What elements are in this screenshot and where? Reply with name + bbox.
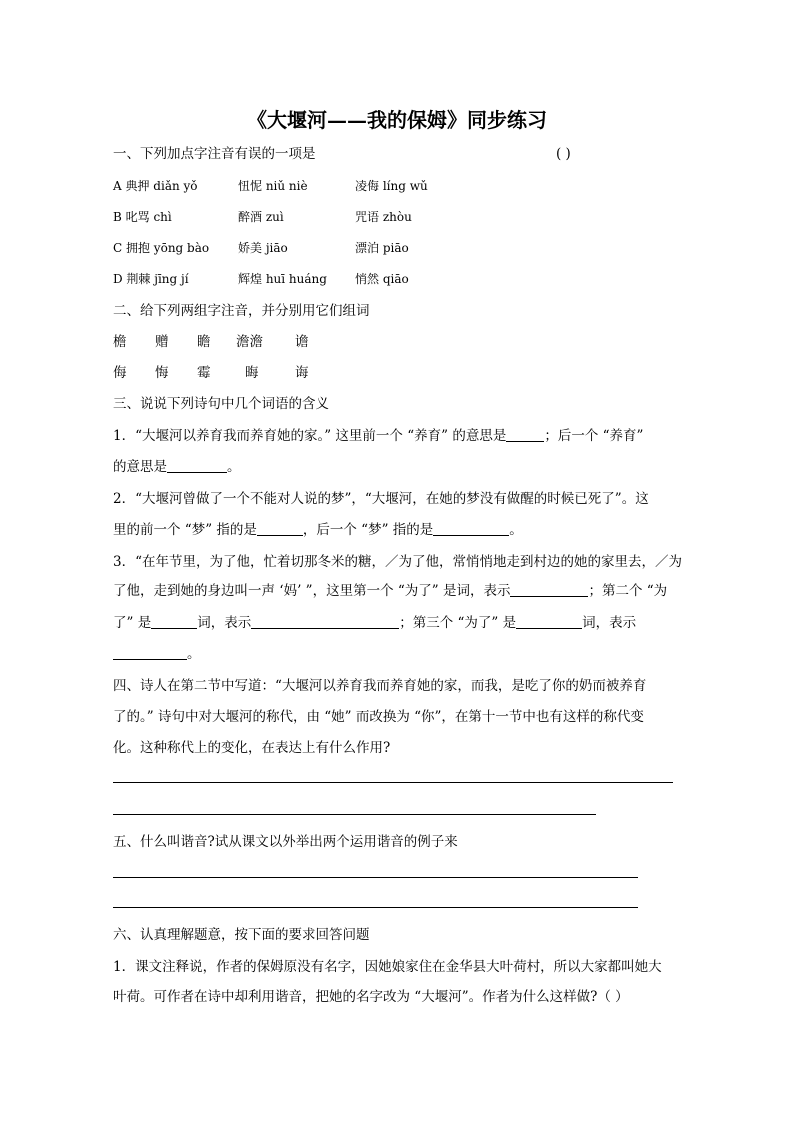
q3-item3-text-g: 词，表示 [582,615,637,631]
page-title: 《大堰河——我的保姆》同步练习 [247,108,547,132]
q3-item3-text-d: 了” 是 [113,615,152,631]
q6-stem: 六、认真理解题意，按下面的要求回答问题 [113,927,370,943]
q3-item1-text-a: 1．“大堰河以养育我而养育她的家。” 这里前一个 “养育” 的意思是 [113,428,507,444]
q3-item3-text-c: ；第二个 “为 [588,583,668,599]
q1-option-a-2: 忸怩 niǔ niè [238,179,308,193]
q3-item3-text-h: 。 [187,646,201,662]
q1-option-c-3: 漂泊 piāo [355,241,409,255]
q1-option-b-3: 咒语 zhòu [355,210,412,224]
q3-item2-blank-2[interactable] [433,521,509,536]
q4-line-2: 了的。” 诗句中对大堰河的称代，由 “她” 而改换为 “你”，在第十一节中也有这样的称代变 [113,709,644,725]
q1-option-b-2: 醉酒 zuì [238,210,284,224]
q3-item1-text-d: 。 [227,459,241,475]
q1-option-d-1: D 荆棘 jīng jí [113,272,189,286]
q3-item3-line1: 3．“在年节里，为了他，忙着切那冬米的糖，／为了他，常悄悄地走到村边的她的家里去，／为 [113,554,682,570]
q3-item3-text-b: 了他，走到她的身边叫一声 ‘妈’ ”，这里第一个 “为了” 是词，表示 [113,583,511,599]
q1-option-a-1: A 典押 diǎn yǒ [113,179,198,193]
q4-answer-line-2[interactable] [113,814,596,815]
q3-item2-line2 [113,521,523,539]
q4-line-3: 化。这种称代上的变化，在表达上有什么作用? [113,740,391,756]
q3-item1-line1 [113,427,643,445]
q2-char-2-3: 霉 [197,365,211,381]
q3-item2-text-c: ，后一个 “梦” 指的是 [302,522,434,538]
q3-item3-blank-4[interactable] [516,614,582,629]
q2-stem: 二、给下列两组字注音，并分别用它们组词 [113,303,370,319]
q3-item3-line3 [113,614,636,632]
q2-char-2-2: 悔 [155,365,169,381]
q1-option-d-3: 悄然 qiāo [355,272,409,286]
q3-stem: 三、说说下列诗句中几个词语的含义 [113,396,329,412]
q3-item3-blank-1[interactable] [510,582,588,597]
q2-char-1-1: 檐 [113,334,127,350]
q5-answer-line-1[interactable] [113,877,638,878]
q3-item2-blank-1[interactable] [257,521,303,536]
q1-option-d-2: 辉煌 huī huáng [238,272,327,286]
q3-item3-text-f: ；第三个 “为了” 是 [399,615,517,631]
q1-option-b-1: B 叱骂 chì [113,210,172,224]
q3-item3-blank-2[interactable] [151,614,197,629]
q3-item2-text-d: 。 [509,522,523,538]
q3-item1-blank-2[interactable] [167,458,227,473]
q1-stem: 一、下列加点字注音有误的一项是 [113,146,316,162]
q6-line-2: 叶荷。可作者在诗中却利用谐音，把她的名字改为 “大堰河”。作者为什么这样做?（ ） [113,989,629,1005]
q4-answer-line-1[interactable] [113,782,673,783]
q2-char-1-4: 澹澹 [236,334,263,350]
q3-item3-blank-5[interactable] [113,645,187,660]
q1-answer-paren: ( ) [556,146,571,162]
q5-stem: 五、什么叫谐音?试从课文以外举出两个运用谐音的例子来 [113,834,458,850]
q3-item1-line2 [113,458,241,476]
q5-answer-line-2[interactable] [113,907,638,908]
q2-char-1-5: 谵 [295,334,309,350]
q2-char-1-2: 赠 [155,334,169,350]
q3-item3-line4 [113,645,201,663]
q3-item3-text-e: 词，表示 [197,615,252,631]
q1-option-a-3: 凌侮 líng wǔ [355,179,428,193]
q3-item2-line1: 2．“大堰河曾做了一个不能对人说的梦”，“大堰河，在她的梦没有做醒的时候已死了”。这 [113,491,649,507]
q3-item1-text-c: 的意思是 [113,459,167,475]
q3-item2-text-b: 里的前一个 “梦” 指的是 [113,522,257,538]
q6-line-1: 1．课文注释说，作者的保姆原没有名字，因她娘家住在金华县大叶荷村，所以大家都叫她大 [113,959,662,975]
q3-item1-text-b: ；后一个 “养育” [544,428,644,444]
q3-item1-blank-1[interactable] [506,427,544,442]
q1-option-c-2: 娇美 jiāo [238,241,288,255]
q2-char-2-1: 侮 [113,365,127,381]
q3-item3-blank-3[interactable] [251,614,399,629]
q2-char-1-3: 瞻 [197,334,211,350]
q4-line-1: 四、诗人在第二节中写道：“大堰河以养育我而养育她的家，而我，是吃了你的奶而被养育 [113,678,647,694]
q2-char-2-4: 晦 [245,365,259,381]
q3-item3-line2 [113,582,667,600]
q1-option-c-1: C 拥抱 yōng bào [113,241,210,255]
q2-char-2-5: 诲 [295,365,309,381]
